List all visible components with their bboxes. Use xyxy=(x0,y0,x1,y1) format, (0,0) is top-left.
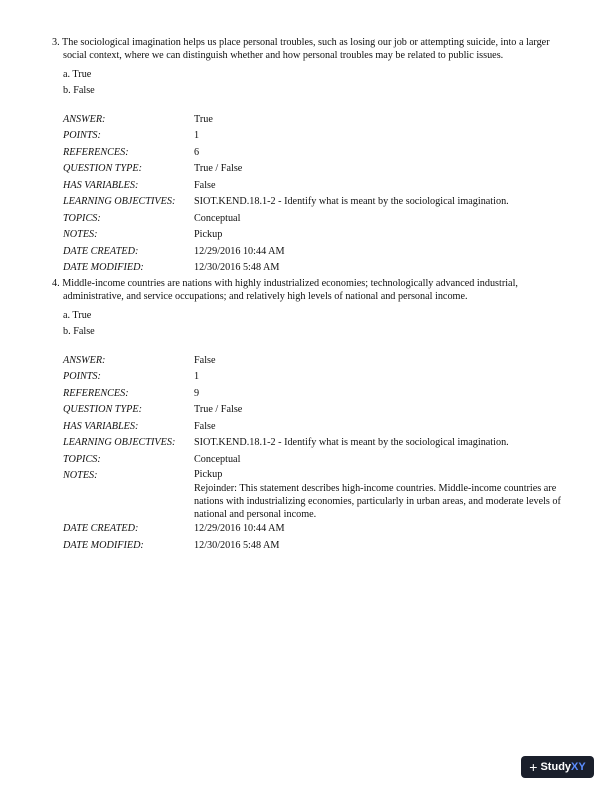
meta-date-modified: DATE MODIFIED: 12/30/2016 5:48 AM xyxy=(63,262,280,274)
meta-notes: NOTES: Pickup Rejoinder: This statement describes high-income countries. Middle-income countries are nations with industrializing economies, particularly in urban areas, and moderate levels of national and personal income. xyxy=(63,468,572,521)
question-stem: The sociological imagination helps us place personal troubles, such as losing our job or attempting suicide, into a larger social context, where we can distinguish whether and how personal troubles may be related to public issues. xyxy=(62,37,550,62)
plus-icon: + xyxy=(529,759,538,775)
meta-topics: TOPICS: Conceptual xyxy=(63,453,241,465)
choice-b: b. False xyxy=(63,85,95,97)
meta-learning-objectives: LEARNING OBJECTIVES: SIOT.KEND.18.1-2 - Identify what is meant by the sociological imagination. xyxy=(63,196,509,208)
meta-points: POINTS: 1 xyxy=(63,130,200,142)
question-metadata xyxy=(63,353,572,555)
meta-notes: NOTES: Pickup xyxy=(63,229,223,241)
note-text: Pickup xyxy=(194,469,223,481)
meta-has-variables: HAS VARIABLES: False xyxy=(63,179,216,191)
answer-choices xyxy=(63,308,572,341)
meta-answer: ANSWER: False xyxy=(63,354,216,366)
answer-choices xyxy=(63,67,572,100)
brand-name: StudyXY xyxy=(540,761,586,773)
meta-answer: ANSWER: True xyxy=(63,113,213,125)
meta-question-type: QUESTION TYPE: True / False xyxy=(63,163,243,175)
question-text xyxy=(52,36,572,63)
meta-points: POINTS: 1 xyxy=(63,371,200,383)
question-block-4 xyxy=(52,277,572,554)
choice-a: a. True xyxy=(63,68,92,80)
meta-topics: TOPICS: Conceptual xyxy=(63,212,241,224)
meta-references: REFERENCES: 6 xyxy=(63,146,200,158)
meta-date-modified: DATE MODIFIED: 12/30/2016 5:48 AM xyxy=(63,539,280,551)
choice-b: b. False xyxy=(63,326,95,338)
question-block-3 xyxy=(52,36,572,277)
meta-learning-objectives: LEARNING OBJECTIVES: SIOT.KEND.18.1-2 - Identify what is meant by the sociological imagination. xyxy=(63,437,509,449)
meta-date-created: DATE CREATED: 12/29/2016 10:44 AM xyxy=(63,245,285,257)
brand-badge[interactable] xyxy=(521,756,594,778)
question-text xyxy=(52,277,572,304)
question-stem: Middle-income countries are nations with highly industrialized economies; technologically advanced industrial, administrative, and service occupations; and relatively high levels of national and personal income. xyxy=(62,278,518,303)
question-number: 4. xyxy=(52,278,60,289)
choice-a: a. True xyxy=(63,309,92,321)
meta-question-type: QUESTION TYPE: True / False xyxy=(63,404,243,416)
question-number: 3. xyxy=(52,37,60,48)
meta-date-created: DATE CREATED: 12/29/2016 10:44 AM xyxy=(63,523,285,535)
rejoinder-text: Rejoinder: This statement describes high-income countries. Middle-income countries are nations with industrializing economies, particularly in urban areas, and moderate levels of national and personal income. xyxy=(194,483,561,521)
meta-references: REFERENCES: 9 xyxy=(63,387,200,399)
meta-has-variables: HAS VARIABLES: False xyxy=(63,420,216,432)
question-metadata xyxy=(63,112,572,277)
